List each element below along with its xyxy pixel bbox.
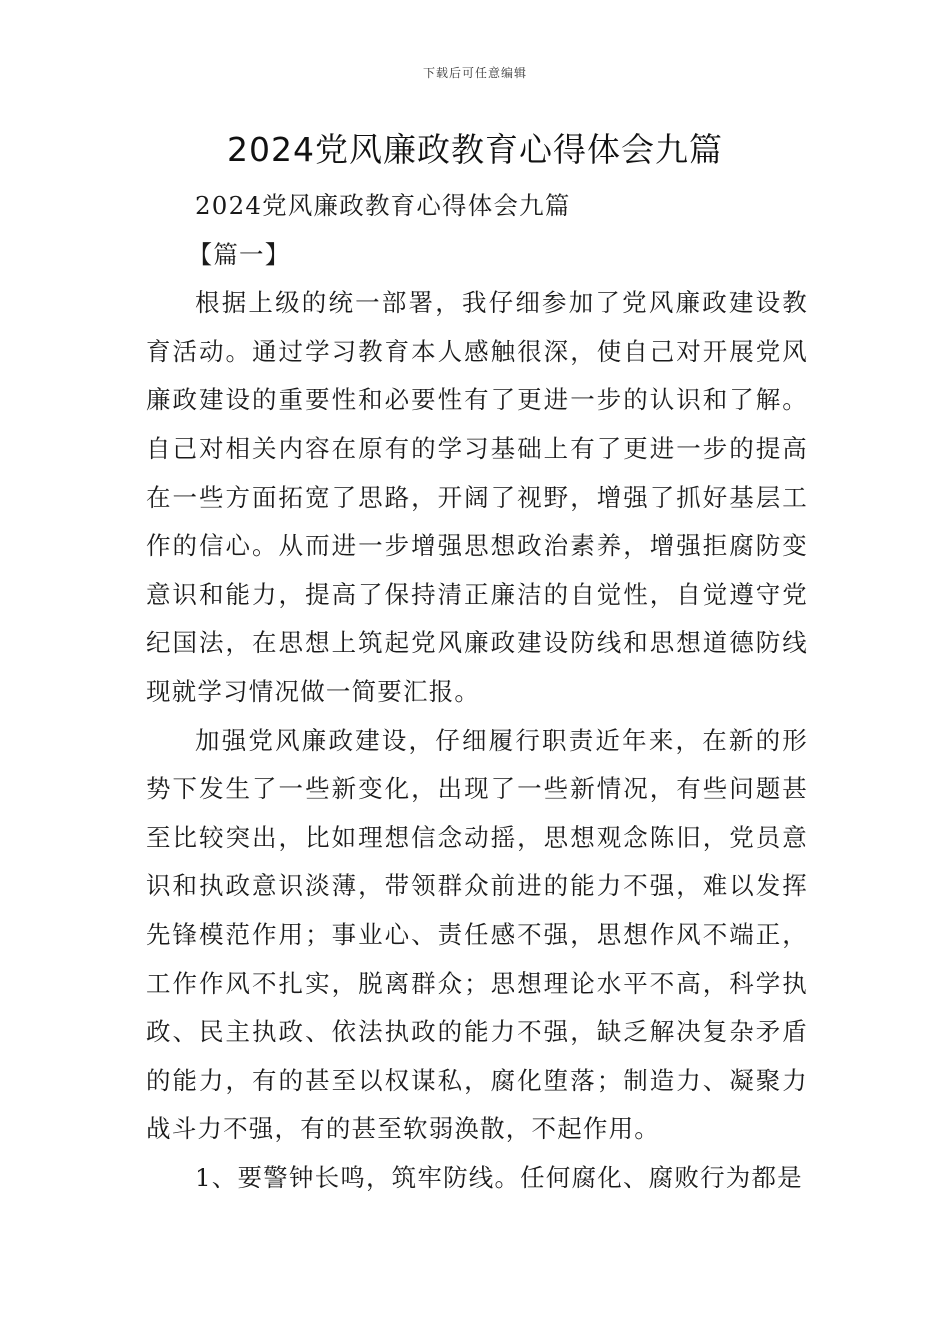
paragraph: 加强党风廉政建设，仔细履行职责近年来，在新的形势下发生了一些新变化，出现了一些新情况，有些问题甚至比较突出，比如理想信念动摇，思想观念陈旧，党员意识和执政意识淡薄，带领群众前进的能力不强，难以发挥先锋模范作用；事业心、责任感不强，思想作风不端正，工作作风不扎实，脱离群众；思想理论水平不高，科学执政、民主执政、依法执政的能力不强，缺乏解决复杂矛盾的能力，有的甚至以权谋私，腐化堕落；制造力、凝聚力战斗力不强，有的甚至软弱涣散，不起作用。 bbox=[146, 725, 808, 1144]
header-note: 下载后可任意编辑 bbox=[422, 66, 527, 80]
paragraph: 1、要警钟长鸣，筑牢防线。任何腐化、腐败行为都是 bbox=[195, 1162, 803, 1192]
subtitle-line: 2024党风廉政教育心得体会九篇 bbox=[195, 191, 571, 220]
document-title: 2024党风廉政教育心得体会九篇 bbox=[227, 130, 723, 169]
paragraph: 根据上级的统一部署，我仔细参加了党风廉政建设教育活动。通过学习教育本人感触很深，使自己对开展党风廉政建设的重要性和必要性有了更进一步的认识和了解。自己对相关内容在原有的学习基础上有了更进一步的提高在一些方面拓宽了思路，开阔了视野，增强了抓好基层工作的信心。从而进一步增强思想政治素养，增强拒腐防变意识和能力，提高了保持清正廉洁的自觉性，自觉遵守党纪国法，在思想上筑起党风廉政建设防线和思想道德防线现就学习情况做一简要汇报。 bbox=[146, 288, 808, 706]
section-label: 【篇一】 bbox=[187, 239, 291, 269]
document-body bbox=[146, 182, 808, 1202]
